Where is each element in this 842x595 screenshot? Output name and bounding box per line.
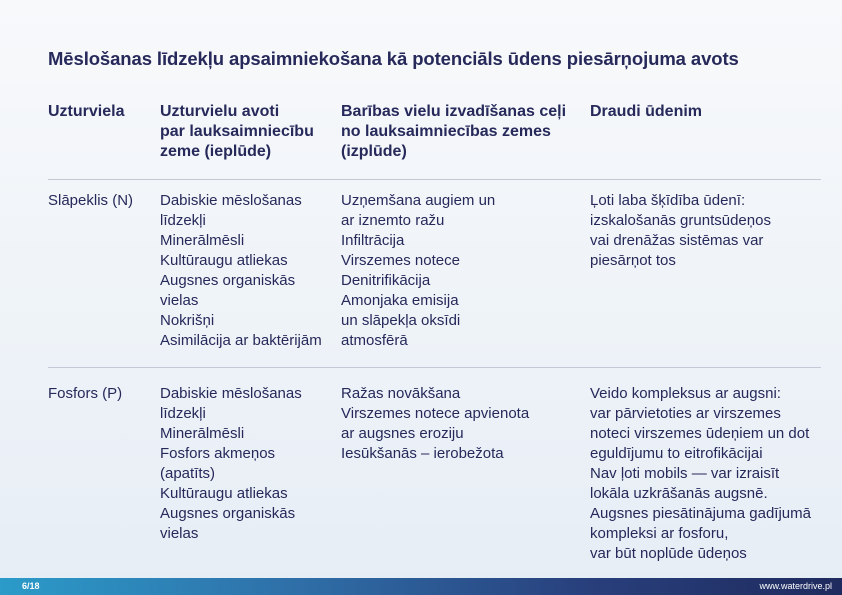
header-threats: Draudi ūdenim bbox=[590, 103, 703, 120]
cell-nutrient: Fosfors (P) bbox=[48, 385, 123, 402]
cell-sources: Dabiskie mēslošanas līdzekļi Minerālmēsli Fosfors akmeņos (apatīts) Kultūraugu atliekas Augsnes organiskās vielas bbox=[160, 385, 302, 542]
page-number: 6/18 bbox=[22, 581, 40, 591]
cell-threats: Veido kompleksus ar augsni: var pārvietoties ar virszemes noteci virszemes ūdeņiem un dot eguldījumu to eitrofikācijai Nav ļoti mobils — var izraisīt lokāla uzkrāšanās augsnē. Augsnes piesātinājuma gadījumā kompleksi ar fosforu, var būt noplūde ūdeņos bbox=[590, 385, 811, 562]
header-sources: Uzturvielu avoti par lauksaimniecību zeme (ieplūde) bbox=[160, 103, 314, 160]
footer-bar bbox=[0, 578, 842, 595]
cell-pathways: Uzņemšana augiem un ar iznemto ražu Infiltrācija Virszemes notece Denitrifikācija Amonjaka emisija un slāpekļa oksīdi atmosfērā bbox=[341, 192, 496, 349]
cell-nutrient: Slāpeklis (N) bbox=[48, 192, 134, 209]
row-divider bbox=[48, 179, 821, 180]
website-link[interactable]: www.waterdrive.pl bbox=[759, 581, 832, 591]
cell-pathways: Ražas novākšana Virszemes notece apvienota ar augsnes eroziju Iesūkšanās – ierobežota bbox=[341, 385, 530, 462]
cell-threats: Ļoti laba šķīdība ūdenī: izskalošanās gruntsūdeņos vai drenāžas sistēmas var piesārņot tos bbox=[590, 192, 771, 269]
row-divider bbox=[48, 367, 821, 368]
cell-sources: Dabiskie mēslošanas līdzekļi Minerālmēsli Kultūraugu atliekas Augsnes organiskās vielas Nokrišņi Asimilācija ar baktērijām bbox=[160, 192, 322, 349]
header-pathways: Barības vielu izvadīšanas ceļi no lauksaimniecības zemes (izplūde) bbox=[341, 103, 567, 160]
header-nutrient: Uzturviela bbox=[48, 103, 125, 120]
page-title: Mēslošanas līdzekļu apsaimniekošana kā potenciāls ūdens piesārņojuma avots bbox=[48, 48, 739, 69]
